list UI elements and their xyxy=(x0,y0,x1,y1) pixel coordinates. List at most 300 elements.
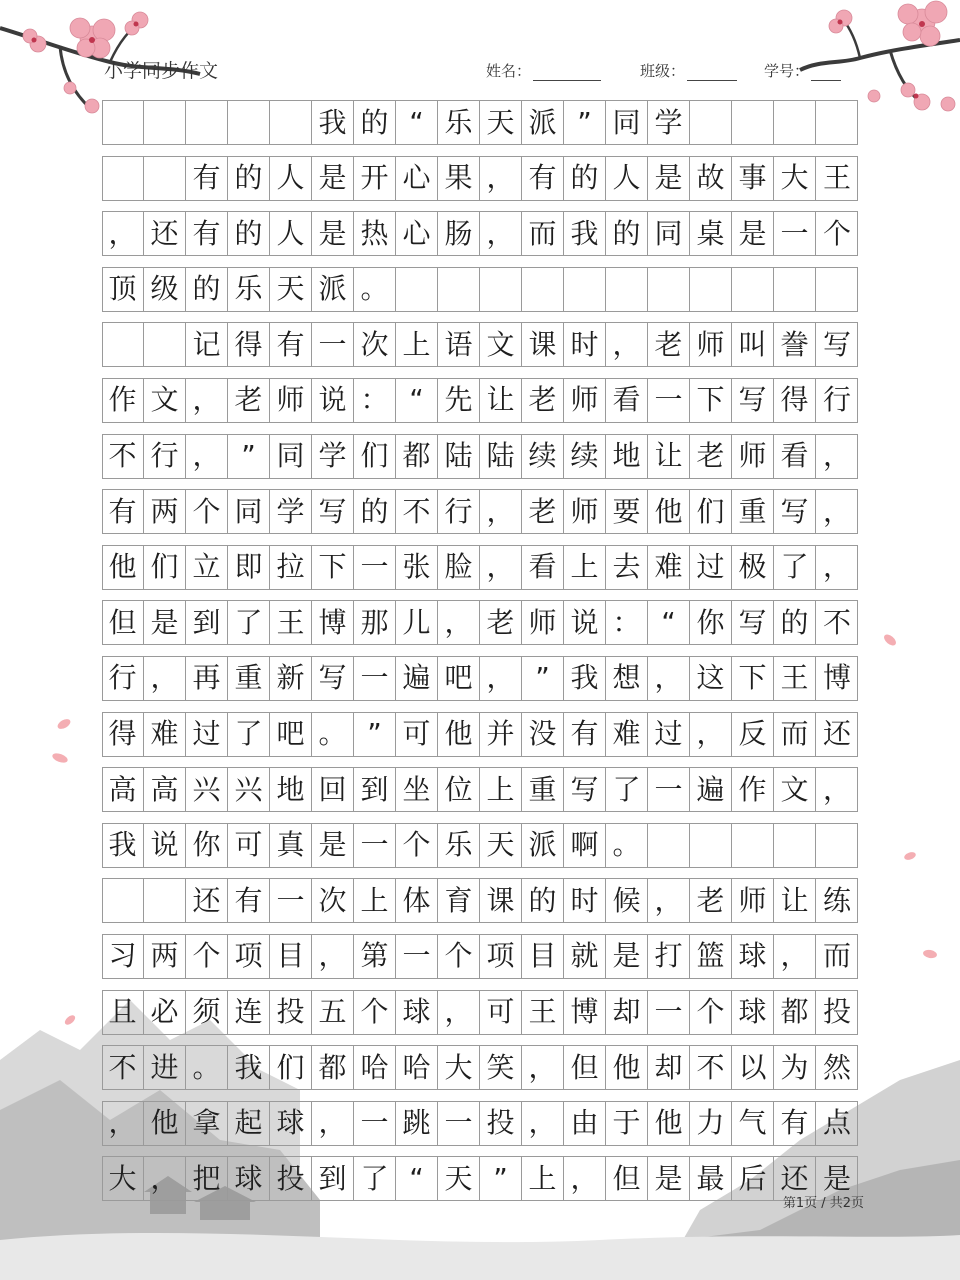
grid-cell: 上 xyxy=(480,768,522,811)
grid-cell: 得 xyxy=(102,713,144,756)
grid-cell: 次 xyxy=(354,323,396,366)
grid-cell: 难 xyxy=(144,713,186,756)
grid-cell xyxy=(144,157,186,200)
grid-cell: 课 xyxy=(522,323,564,366)
grid-cell xyxy=(774,824,816,867)
grid-cell: ， xyxy=(186,379,228,422)
grid-cell: 下 xyxy=(732,657,774,700)
grid-cell xyxy=(102,323,144,366)
grid-cell: 且 xyxy=(102,991,144,1034)
grid-cell xyxy=(522,268,564,311)
grid-cell: 天 xyxy=(480,101,522,144)
grid-cell: 不 xyxy=(396,490,438,533)
grid-cell: ， xyxy=(480,212,522,255)
grid-cell: 投 xyxy=(270,1157,312,1200)
grid-cell: 师 xyxy=(732,879,774,922)
grid-cell: 得 xyxy=(228,323,270,366)
grid-cell: 人 xyxy=(270,212,312,255)
grid-cell: 看 xyxy=(774,435,816,478)
grid-cell: 老 xyxy=(522,379,564,422)
grid-cell: 。 xyxy=(606,824,648,867)
grid-cell xyxy=(438,268,480,311)
grid-cell: 还 xyxy=(774,1157,816,1200)
grid-cell: 同 xyxy=(270,435,312,478)
grid-row xyxy=(102,990,858,1035)
grid-cell: 大 xyxy=(774,157,816,200)
grid-cell: 我 xyxy=(312,101,354,144)
grid-cell: 想 xyxy=(606,657,648,700)
grid-cell: 誊 xyxy=(774,323,816,366)
grid-cell: 难 xyxy=(606,713,648,756)
grid-cell xyxy=(774,101,816,144)
grid-cell: 写 xyxy=(774,490,816,533)
grid-cell: 但 xyxy=(564,1046,606,1089)
grid-cell xyxy=(732,268,774,311)
grid-cell: 文 xyxy=(144,379,186,422)
grid-cell: 时 xyxy=(564,323,606,366)
grid-cell: 投 xyxy=(270,991,312,1034)
grid-row xyxy=(102,211,858,256)
grid-cell xyxy=(690,101,732,144)
grid-cell: 有 xyxy=(228,879,270,922)
grid-cell: 事 xyxy=(732,157,774,200)
grid-cell: 看 xyxy=(606,379,648,422)
grid-cell: 都 xyxy=(312,1046,354,1089)
grid-cell: 。 xyxy=(186,1046,228,1089)
worksheet-header xyxy=(0,52,960,92)
grid-cell: ， xyxy=(648,657,690,700)
class-label: 班级： xyxy=(640,62,686,80)
grid-cell: 过 xyxy=(186,713,228,756)
grid-cell: 乐 xyxy=(438,101,480,144)
grid-cell: 语 xyxy=(438,323,480,366)
grid-cell: 反 xyxy=(732,713,774,756)
grid-cell: 行 xyxy=(438,490,480,533)
grid-cell: 下 xyxy=(312,546,354,589)
grid-cell: ， xyxy=(102,212,144,255)
grid-cell: 候 xyxy=(606,879,648,922)
grid-cell: 练 xyxy=(822,883,851,917)
student-id-label: 学号： xyxy=(764,62,810,80)
grid-cell: 最 xyxy=(690,1157,732,1200)
grid-cell: 即 xyxy=(228,546,270,589)
grid-cell: 师 xyxy=(270,379,312,422)
grid-cell: 王 xyxy=(522,991,564,1034)
grid-cell xyxy=(144,101,186,144)
grid-cell: 是 xyxy=(312,157,354,200)
grid-cell: 的 xyxy=(186,268,228,311)
grid-cell: 作 xyxy=(732,768,774,811)
grid-row xyxy=(102,600,858,645)
grid-cell: 的 xyxy=(354,490,396,533)
grid-cell: 一 xyxy=(648,379,690,422)
grid-cell: 学 xyxy=(270,490,312,533)
grid-cell: 是 xyxy=(144,601,186,644)
grid-cell: 跳 xyxy=(396,1102,438,1145)
grid-cell xyxy=(648,268,690,311)
grid-row xyxy=(102,434,858,479)
grid-cell: 有 xyxy=(564,713,606,756)
grid-cell: 行 xyxy=(102,657,144,700)
grid-cell: 高 xyxy=(102,768,144,811)
grid-cell: 王 xyxy=(270,601,312,644)
grid-cell: 重 xyxy=(732,490,774,533)
grid-cell: 天 xyxy=(480,824,522,867)
grid-cell: ， xyxy=(480,157,522,200)
grid-row xyxy=(102,489,858,534)
grid-cell: 一 xyxy=(648,991,690,1034)
grid-cell: 气 xyxy=(732,1102,774,1145)
grid-cell: 以 xyxy=(732,1046,774,1089)
grid-cell: ， xyxy=(480,546,522,589)
grid-cell: 师 xyxy=(522,601,564,644)
grid-cell: 真 xyxy=(270,824,312,867)
grid-cell: 后 xyxy=(732,1157,774,1200)
grid-cell: ， xyxy=(438,991,480,1034)
grid-cell: 过 xyxy=(690,546,732,589)
grid-cell: 可 xyxy=(396,713,438,756)
grid-cell: 篮 xyxy=(690,935,732,978)
grid-cell: 说 xyxy=(144,824,186,867)
grid-cell: 项 xyxy=(228,935,270,978)
grid-cell xyxy=(144,323,186,366)
grid-cell: 是 xyxy=(312,824,354,867)
grid-cell: ， xyxy=(102,1102,144,1145)
grid-cell: 他 xyxy=(648,490,690,533)
grid-cell: 不 xyxy=(690,1046,732,1089)
grid-cell: 进 xyxy=(144,1046,186,1089)
grid-cell: 一 xyxy=(354,1102,396,1145)
grid-cell: 课 xyxy=(480,879,522,922)
grid-cell: 一 xyxy=(396,935,438,978)
grid-cell: ， xyxy=(186,435,228,478)
grid-cell: 看 xyxy=(522,546,564,589)
grid-cell: 他 xyxy=(144,1102,186,1145)
grid-cell: 去 xyxy=(606,546,648,589)
composition-grid xyxy=(102,100,858,1212)
grid-row xyxy=(102,545,858,590)
grid-cell xyxy=(816,824,858,867)
grid-cell: 儿 xyxy=(396,601,438,644)
grid-cell: 了 xyxy=(228,713,270,756)
grid-cell: 个 xyxy=(690,991,732,1034)
grid-cell: 下 xyxy=(690,379,732,422)
grid-cell: ， xyxy=(822,772,851,806)
grid-cell: “ xyxy=(648,601,690,644)
grid-cell xyxy=(144,879,186,922)
grid-cell: 遍 xyxy=(396,657,438,700)
grid-cell: 了 xyxy=(774,546,816,589)
grid-cell: 投 xyxy=(480,1102,522,1145)
grid-cell: ， xyxy=(690,713,732,756)
grid-cell: “ xyxy=(396,1157,438,1200)
grid-cell: 不 xyxy=(822,605,851,639)
grid-cell: 了 xyxy=(606,768,648,811)
grid-row xyxy=(102,656,858,701)
grid-cell: 但 xyxy=(102,601,144,644)
grid-cell: 的 xyxy=(774,601,816,644)
grid-cell: 是 xyxy=(606,935,648,978)
grid-cell: ， xyxy=(822,494,851,528)
grid-cell: 个 xyxy=(438,935,480,978)
grid-cell: 同 xyxy=(606,101,648,144)
grid-cell: 说 xyxy=(564,601,606,644)
grid-cell: 点 xyxy=(822,1106,851,1140)
grid-cell: 写 xyxy=(732,601,774,644)
grid-cell: 第 xyxy=(354,935,396,978)
grid-cell: 老 xyxy=(690,435,732,478)
grid-cell xyxy=(480,268,522,311)
grid-cell xyxy=(690,824,732,867)
grid-cell: 要 xyxy=(606,490,648,533)
grid-cell: 你 xyxy=(186,824,228,867)
grid-cell: 说 xyxy=(312,379,354,422)
grid-row xyxy=(102,267,858,312)
grid-cell: 热 xyxy=(354,212,396,255)
grid-cell: 然 xyxy=(822,1050,851,1084)
grid-cell: ， xyxy=(648,879,690,922)
grid-cell: 大 xyxy=(438,1046,480,1089)
grid-cell: 让 xyxy=(480,379,522,422)
grid-cell: 大 xyxy=(102,1157,144,1200)
grid-cell: ， xyxy=(774,935,816,978)
grid-cell xyxy=(228,101,270,144)
grid-cell: 让 xyxy=(774,879,816,922)
grid-cell: 五 xyxy=(312,991,354,1034)
grid-cell: 哈 xyxy=(396,1046,438,1089)
grid-cell: 地 xyxy=(606,435,648,478)
grid-cell: 人 xyxy=(270,157,312,200)
grid-cell xyxy=(102,157,144,200)
grid-cell: 坐 xyxy=(396,768,438,811)
grid-cell: ， xyxy=(822,439,851,473)
grid-cell: 上 xyxy=(522,1157,564,1200)
grid-cell: 是 xyxy=(648,157,690,200)
grid-cell xyxy=(774,268,816,311)
grid-cell: 肠 xyxy=(438,212,480,255)
grid-cell: 有 xyxy=(774,1102,816,1145)
grid-cell: 球 xyxy=(732,935,774,978)
name-label: 姓名： xyxy=(486,62,532,80)
grid-cell: 遍 xyxy=(690,768,732,811)
grid-cell: 立 xyxy=(186,546,228,589)
grid-row xyxy=(102,767,858,812)
grid-cell: 那 xyxy=(354,601,396,644)
grid-cell: 学 xyxy=(648,101,690,144)
grid-cell: ” xyxy=(480,1157,522,1200)
grid-cell: 顶 xyxy=(102,268,144,311)
grid-cell: 们 xyxy=(354,435,396,478)
grid-cell: 得 xyxy=(774,379,816,422)
grid-cell: ， xyxy=(480,490,522,533)
grid-cell: 们 xyxy=(270,1046,312,1089)
grid-cell: 一 xyxy=(270,879,312,922)
grid-cell: ， xyxy=(480,657,522,700)
grid-cell: 打 xyxy=(648,935,690,978)
grid-cell: 有 xyxy=(186,157,228,200)
grid-cell: 老 xyxy=(480,601,522,644)
grid-cell: 上 xyxy=(396,323,438,366)
grid-cell: 一 xyxy=(354,657,396,700)
grid-cell: 个 xyxy=(186,490,228,533)
grid-cell: 目 xyxy=(522,935,564,978)
grid-cell: 们 xyxy=(690,490,732,533)
grid-cell: ： xyxy=(606,601,648,644)
grid-cell: ， xyxy=(312,935,354,978)
grid-cell: 到 xyxy=(354,768,396,811)
grid-cell: 派 xyxy=(522,824,564,867)
grid-cell: 还 xyxy=(822,717,851,751)
grid-cell: 他 xyxy=(102,546,144,589)
grid-cell: ， xyxy=(564,1157,606,1200)
grid-cell: 开 xyxy=(354,157,396,200)
grid-cell: 的 xyxy=(354,101,396,144)
grid-cell: 同 xyxy=(228,490,270,533)
grid-cell: 球 xyxy=(732,991,774,1034)
grid-cell: 再 xyxy=(186,657,228,700)
grid-cell: 没 xyxy=(522,713,564,756)
worksheet-brand: 小学同步作文 xyxy=(104,60,219,82)
grid-cell: 我 xyxy=(564,657,606,700)
name-field xyxy=(486,60,601,81)
grid-cell: 一 xyxy=(312,323,354,366)
grid-cell: 高 xyxy=(144,768,186,811)
grid-cell: 都 xyxy=(774,991,816,1034)
grid-cell: 脸 xyxy=(438,546,480,589)
grid-cell: ， xyxy=(144,1157,186,1200)
grid-cell: 乐 xyxy=(228,268,270,311)
grid-cell: 连 xyxy=(228,991,270,1034)
grid-cell: 陆 xyxy=(480,435,522,478)
grid-cell: 师 xyxy=(732,435,774,478)
student-id-field xyxy=(764,60,841,81)
grid-cell: 是 xyxy=(648,1157,690,1200)
grid-row xyxy=(102,322,858,367)
grid-cell: 啊 xyxy=(564,824,606,867)
grid-cell xyxy=(732,824,774,867)
grid-cell: 博 xyxy=(564,991,606,1034)
grid-cell: 果 xyxy=(438,157,480,200)
grid-cell: 回 xyxy=(312,768,354,811)
grid-cell: 有 xyxy=(102,490,144,533)
grid-cell xyxy=(186,101,228,144)
grid-cell: 却 xyxy=(606,991,648,1034)
grid-cell xyxy=(690,268,732,311)
grid-cell: 作 xyxy=(102,379,144,422)
grid-cell: 同 xyxy=(648,212,690,255)
grid-cell: 体 xyxy=(396,879,438,922)
grid-cell: 习 xyxy=(102,935,144,978)
grid-cell xyxy=(816,101,858,144)
grid-cell: 有 xyxy=(186,212,228,255)
grid-cell: 行 xyxy=(144,435,186,478)
grid-cell: ， xyxy=(606,323,648,366)
grid-cell: 到 xyxy=(186,601,228,644)
grid-cell: 一 xyxy=(648,768,690,811)
grid-cell: 哈 xyxy=(354,1046,396,1089)
grid-cell: 还 xyxy=(144,212,186,255)
grid-cell: 的 xyxy=(606,212,648,255)
grid-cell: 派 xyxy=(522,101,564,144)
grid-cell: 续 xyxy=(522,435,564,478)
grid-cell: 但 xyxy=(606,1157,648,1200)
grid-cell: 而 xyxy=(822,939,851,973)
grid-cell: 个 xyxy=(396,824,438,867)
grid-cell: 上 xyxy=(354,879,396,922)
grid-cell: 个 xyxy=(354,991,396,1034)
grid-cell: ， xyxy=(144,657,186,700)
grid-cell: 写 xyxy=(312,657,354,700)
grid-cell: 项 xyxy=(480,935,522,978)
grid-cell: 而 xyxy=(774,713,816,756)
grid-cell: 位 xyxy=(438,768,480,811)
grid-cell: 为 xyxy=(774,1046,816,1089)
grid-cell: 一 xyxy=(354,546,396,589)
grid-cell: ， xyxy=(438,601,480,644)
grid-cell: 难 xyxy=(648,546,690,589)
grid-cell: 文 xyxy=(774,768,816,811)
grid-cell: 王 xyxy=(774,657,816,700)
grid-cell: 了 xyxy=(228,601,270,644)
grid-row xyxy=(102,378,858,423)
grid-cell xyxy=(648,824,690,867)
name-blank xyxy=(533,64,601,81)
grid-cell: 起 xyxy=(228,1102,270,1145)
grid-cell: ” xyxy=(564,101,606,144)
grid-cell: 还 xyxy=(186,879,228,922)
grid-cell: 乐 xyxy=(438,824,480,867)
grid-cell: 写 xyxy=(732,379,774,422)
grid-cell: 我 xyxy=(102,824,144,867)
grid-cell: 目 xyxy=(270,935,312,978)
grid-cell: 投 xyxy=(822,995,851,1028)
grid-cell: 不 xyxy=(102,1046,144,1089)
grid-cell: ， xyxy=(522,1102,564,1145)
grid-cell: 不 xyxy=(102,435,144,478)
grid-cell xyxy=(732,101,774,144)
grid-cell: 的 xyxy=(564,157,606,200)
grid-cell: 新 xyxy=(270,657,312,700)
grid-cell: 写 xyxy=(564,768,606,811)
grid-cell: 须 xyxy=(186,991,228,1034)
grid-cell: 我 xyxy=(564,212,606,255)
grid-cell: 写 xyxy=(312,490,354,533)
grid-cell xyxy=(606,268,648,311)
grid-cell: 有 xyxy=(522,157,564,200)
grid-cell xyxy=(564,268,606,311)
grid-cell: 球 xyxy=(396,991,438,1034)
grid-cell: 把 xyxy=(186,1157,228,1200)
grid-cell: 老 xyxy=(648,323,690,366)
grid-cell: 师 xyxy=(690,323,732,366)
class-blank xyxy=(687,64,737,81)
grid-cell: 重 xyxy=(228,657,270,700)
grid-cell: 心 xyxy=(396,157,438,200)
grid-cell xyxy=(816,268,858,311)
grid-cell: 可 xyxy=(480,991,522,1034)
grid-cell: 拿 xyxy=(186,1102,228,1145)
grid-cell: 写 xyxy=(822,327,851,361)
grid-cell: 博 xyxy=(312,601,354,644)
grid-cell: 。 xyxy=(354,268,396,311)
grid-cell: ” xyxy=(228,435,270,478)
grid-cell: 我 xyxy=(228,1046,270,1089)
grid-cell: 兴 xyxy=(186,768,228,811)
grid-cell: 这 xyxy=(690,657,732,700)
grid-cell: 时 xyxy=(564,879,606,922)
grid-cell: 王 xyxy=(822,161,851,195)
grid-cell: 必 xyxy=(144,991,186,1034)
